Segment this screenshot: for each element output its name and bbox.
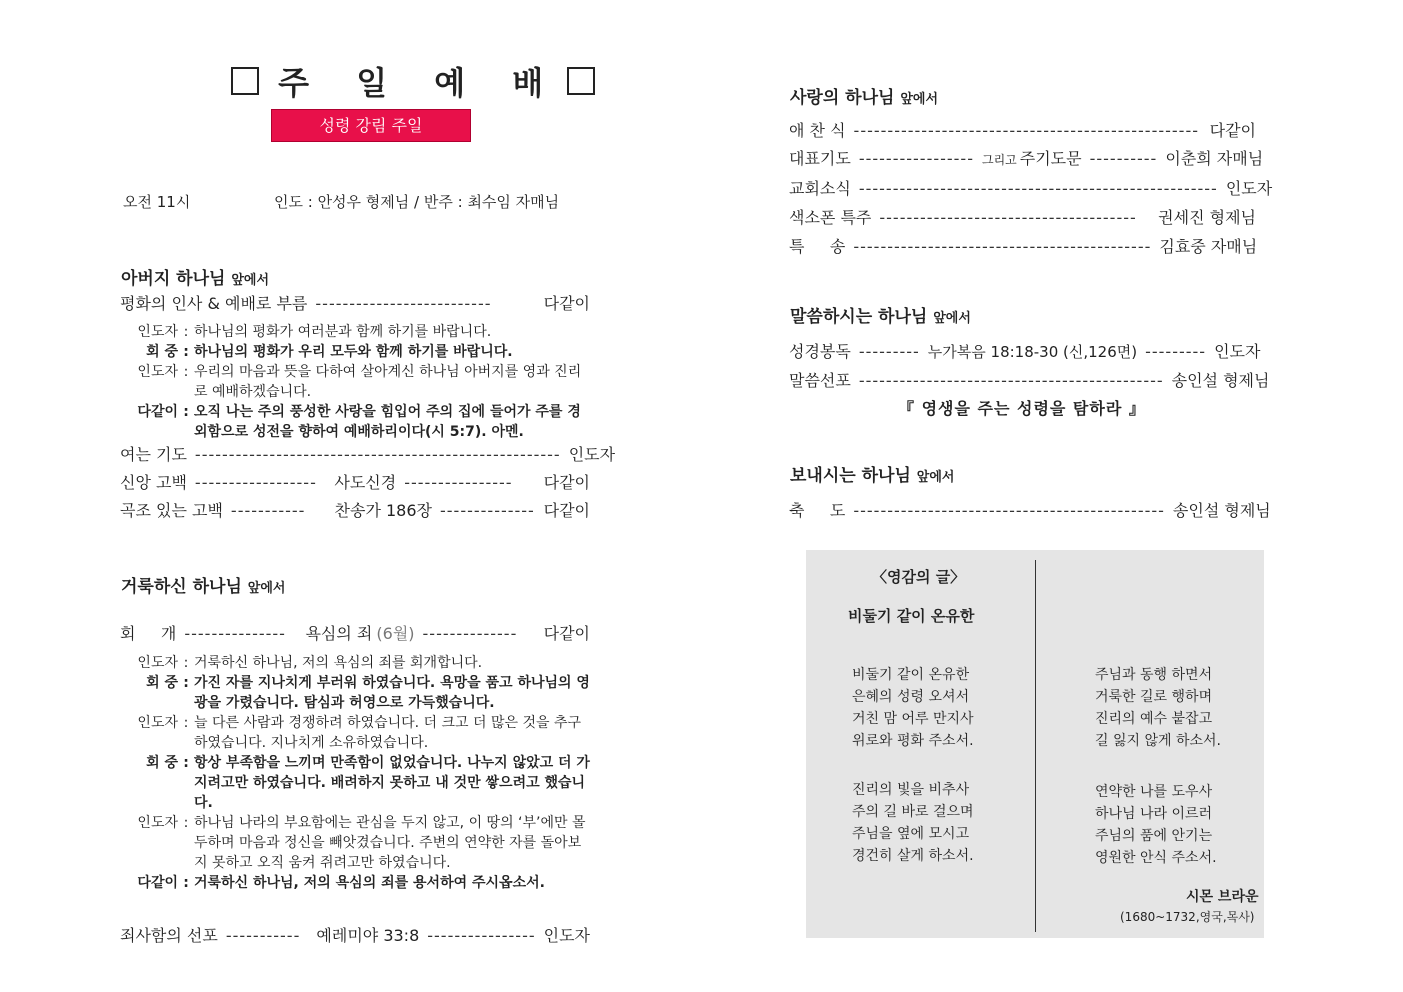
litany (120, 653, 590, 893)
order-leader: 송인설 형제님 (1171, 371, 1270, 390)
section-heading (121, 572, 285, 597)
litany-text: 하나님의 평화가 우리 모두와 함께 하기를 바랍니다. (194, 344, 513, 360)
section-title: 거룩하신 하나님 (121, 577, 242, 597)
service-time: 오전 11시 (123, 193, 191, 211)
section-title: 보내시는 하나님 (790, 466, 911, 486)
dash-leader: -------------------------- (315, 294, 492, 313)
dash-leader: ----------- (230, 501, 306, 520)
dash-leader: ---------------- (427, 926, 536, 945)
order-item: 누가복음 18:18-30 (신,126면) (927, 343, 1138, 361)
litany-speaker: 회 중 (146, 344, 178, 360)
section-title: 말씀하시는 하나님 (790, 307, 928, 327)
order-item: 찬송가 186장 (334, 501, 432, 520)
litany-line: 인도자 : 거룩하신 하나님, 저의 욕심의 죄를 회개합니다. (120, 653, 590, 673)
square-icon (567, 67, 595, 95)
order-row (120, 498, 590, 521)
litany-speaker: 회 중 (146, 755, 178, 771)
litany-speaker: 인도자 (137, 324, 178, 340)
order-row (789, 498, 1271, 521)
poem-line: 주님과 동행 하면서 (1095, 667, 1213, 683)
poem-line: 주님의 품에 안기는 (1095, 828, 1213, 844)
poem-line: 거룩한 길로 행하며 (1095, 689, 1213, 705)
order-label: 말씀선포 (789, 371, 851, 390)
section-title: 아버지 하나님 (121, 269, 226, 289)
poem-line: 거친 맘 어루 만지사 (852, 711, 974, 727)
dash-leader: ----------- (225, 926, 301, 945)
dash-leader: ---------------------------------------------- (853, 501, 1165, 520)
order-label: 대표기도 (789, 149, 851, 168)
order-item: 사도신경 (334, 473, 397, 492)
litany-text: 하나님의 평화가 여러분과 함께 하기를 바랍니다. (194, 324, 492, 340)
litany-line: 회 중 : 가진 자를 지나치게 부러워 하였습니다. 욕망을 품고 하나님의 영광을 가렸습니다. 탐심과 허영으로 가득했습니다. (120, 673, 590, 713)
order-row (789, 146, 1264, 169)
litany-speaker: 인도자 (137, 815, 178, 831)
dash-leader: ---------- (1089, 149, 1158, 168)
order-row (120, 291, 590, 314)
litany-text: 하나님 나라의 부요함에는 관심을 두지 않고, 이 땅의 ‘부’에만 몰두하며 마음과 정신을 빼앗겼습니다. 주변의 연약한 자를 돌아보지 못하고 오직 움켜 쥐려고만 하였습니다. (194, 815, 586, 871)
order-label: 애 찬 식 (789, 121, 846, 140)
section-suffix: 앞에서 (916, 470, 955, 485)
order-label: 축 도 (789, 501, 846, 520)
litany (120, 322, 590, 442)
dash-leader: -------------------------------------------- (853, 237, 1152, 256)
order-label: 평화의 인사 & 예배로 부름 (120, 294, 308, 313)
litany-speaker: 다같이 (137, 404, 178, 420)
litany-text: 항상 부족함을 느끼며 만족함이 없었습니다. 나누지 않았고 더 가지려고만 하였습니다. 배려하지 못하고 내 것만 쌓으려고 했습니다. (194, 755, 590, 811)
order-label: 색소폰 특주 (789, 208, 872, 227)
section-suffix: 앞에서 (933, 311, 971, 326)
poem-line: 길 잃지 않게 하소서. (1095, 733, 1221, 749)
order-leader: 송인설 형제님 (1172, 501, 1271, 520)
dash-leader: --------------------------------------------- (858, 371, 1164, 390)
poem-stanza (852, 664, 974, 752)
litany-speaker: 인도자 (137, 655, 178, 671)
litany-line: 인도자 : 하나님 나라의 부요함에는 관심을 두지 않고, 이 땅의 ‘부’에만 몰두하며 마음과 정신을 빼앗겼습니다. 주변의 연약한 자를 돌아보지 못하고 오직 움켜 쥐려고만 하였습니다. (120, 813, 590, 873)
order-row (789, 176, 1273, 199)
dash-leader: -------------------------------------- (879, 208, 1137, 227)
order-leader: 김효중 자매님 (1159, 237, 1258, 256)
order-note: (6월) (376, 624, 415, 643)
section-heading (121, 264, 269, 289)
order-row (789, 234, 1256, 257)
order-row (789, 205, 1256, 228)
section-heading (790, 461, 954, 486)
section-heading (790, 302, 971, 327)
litany-text: 늘 다른 사람과 경쟁하려 하였습니다. 더 크고 더 많은 것을 추구하였습니다. 지나치게 소유하였습니다. (194, 715, 582, 751)
litany-line: 인도자 : 우리의 마음과 뜻을 다하여 살아계신 하나님 아버지를 영과 진리로 예배하겠습니다. (120, 362, 590, 402)
order-leader: 다같이 (1209, 121, 1256, 140)
litany-line: 다같이 : 거룩하신 하나님, 저의 욕심의 죄를 용서하여 주시옵소서. (120, 873, 590, 893)
dash-leader: --------- (858, 342, 920, 361)
order-connector: 그리고 (981, 153, 1017, 167)
order-leader: 이춘희 자매님 (1165, 149, 1264, 168)
order-label: 신앙 고백 (120, 473, 187, 492)
litany-text: 오직 나는 주의 풍성한 사랑을 힘입어 주의 집에 들어가 주를 경외함으로 성전을 향하여 예배하리이다(시 5:7). 아멘. (194, 404, 581, 440)
poem-line: 연약한 나를 도우사 (1095, 784, 1213, 800)
title-text: 주 일 예 배 (278, 64, 562, 102)
order-leader: 다같이 (543, 624, 591, 643)
sermon-title: 『 영생을 주는 성령을 탐하라 』 (898, 399, 1146, 418)
poem-stanza (1095, 781, 1217, 869)
square-icon (231, 67, 259, 95)
litany-speaker: 회 중 (146, 675, 178, 691)
dash-leader: ------------------ (194, 473, 317, 492)
dash-leader: ---------------- (404, 473, 513, 492)
dash-leader: ----------------- (858, 149, 974, 168)
poem-line: 은혜의 성령 오셔서 (852, 689, 970, 705)
divider (1035, 560, 1036, 932)
dash-leader: -------------- (422, 624, 518, 643)
order-label: 특 송 (789, 237, 846, 256)
order-row (120, 442, 616, 465)
order-leader: 다같이 (543, 294, 590, 313)
order-row (789, 118, 1256, 141)
service-leaders: 인도 : 안성우 형제님 / 반주 : 최수임 자매님 (274, 193, 560, 211)
order-label: 여는 기도 (120, 445, 187, 464)
poem-line: 비둘기 같이 온유한 (852, 667, 970, 683)
section-suffix: 앞에서 (231, 273, 270, 288)
litany-line: 회 중 : 하나님의 평화가 우리 모두와 함께 하기를 바랍니다. (120, 342, 590, 362)
order-leader: 인도자 (568, 445, 616, 464)
order-leader: 인도자 (1225, 179, 1273, 198)
poem-line: 주님을 옆에 모시고 (852, 826, 970, 842)
dash-leader: --------------- (184, 624, 286, 643)
order-row (789, 368, 1270, 391)
poem-line: 진리의 예수 붙잡고 (1095, 711, 1213, 727)
litany-speaker: 인도자 (137, 715, 178, 731)
page-title (225, 58, 601, 104)
order-leader: 인도자 (1214, 342, 1261, 361)
poem-line: 경건히 살게 하소서. (852, 848, 974, 864)
poem-line: 영원한 안식 주소서. (1095, 850, 1217, 866)
order-row (120, 470, 590, 493)
litany-speaker: 인도자 (137, 364, 178, 380)
order-label: 회 개 (120, 624, 177, 643)
litany-line: 회 중 : 항상 부족함을 느끼며 만족함이 없었습니다. 나누지 않았고 더 가지려고만 하였습니다. 배려하지 못하고 내 것만 쌓으려고 했습니다. (120, 753, 590, 813)
order-leader: 다같이 (543, 501, 590, 520)
poem-stanza (852, 779, 974, 867)
poem-heading: 〈영감의 글〉 (872, 568, 966, 586)
dash-leader: --------------------------------------------------- (853, 121, 1199, 140)
order-row (789, 339, 1261, 362)
litany-line: 다같이 : 오직 나는 주의 풍성한 사랑을 힘입어 주의 집에 들어가 주를 경외함으로 성전을 향하여 예배하리이다(시 5:7). 아멘. (120, 402, 590, 442)
order-leader: 인도자 (543, 926, 590, 945)
poem-title: 비둘기 같이 온유한 (848, 607, 975, 625)
litany-text: 가진 자를 지나치게 부러워 하였습니다. 욕망을 품고 하나님의 영광을 가렸습니다. 탐심과 허영으로 가득했습니다. (194, 675, 590, 711)
order-row (120, 923, 590, 946)
litany-text: 거룩하신 하나님, 저의 욕심의 죄를 용서하여 주시옵소서. (194, 875, 545, 891)
poem-line: 위로와 평화 주소서. (852, 733, 974, 749)
litany-line: 인도자 : 늘 다른 사람과 경쟁하려 하였습니다. 더 크고 더 많은 것을 추구하였습니다. 지나치게 소유하였습니다. (120, 713, 590, 753)
order-item: 예레미야 33:8 (316, 926, 420, 945)
dash-leader: ----------------------------------------------------- (858, 179, 1218, 198)
litany-line: 인도자 : 하나님의 평화가 여러분과 함께 하기를 바랍니다. (120, 322, 590, 342)
order-label: 성경봉독 (789, 342, 851, 361)
dash-leader: -------------- (440, 501, 535, 520)
subtitle-badge: 성령 강림 주일 (271, 109, 471, 142)
order-item: 주기도문 (1019, 149, 1082, 168)
order-item: 욕심의 죄 (305, 624, 373, 643)
litany-speaker: 다같이 (137, 875, 178, 891)
dash-leader: ------------------------------------------------------ (194, 445, 561, 464)
section-suffix: 앞에서 (247, 581, 286, 596)
poem-author: 시몬 브라운 (1186, 889, 1259, 905)
litany-text: 거룩하신 하나님, 저의 욕심의 죄를 회개합니다. (194, 655, 483, 671)
order-row (120, 621, 590, 644)
poem-stanza (1095, 664, 1221, 752)
order-leader: 권세진 형제님 (1158, 208, 1256, 227)
poem-author-note: (1680~1732,영국,목사) (1120, 910, 1255, 924)
order-label: 교회소식 (789, 179, 851, 198)
dash-leader: --------- (1145, 342, 1207, 361)
poem-line: 하나님 나라 이르러 (1095, 806, 1213, 822)
poem-line: 주의 길 바로 걸으며 (852, 804, 974, 820)
order-label: 곡조 있는 고백 (120, 501, 223, 520)
poem-line: 진리의 빛을 비추사 (852, 782, 970, 798)
section-suffix: 앞에서 (900, 92, 939, 107)
section-title: 사랑의 하나님 (790, 88, 895, 108)
order-label: 죄사함의 선포 (120, 926, 218, 945)
section-heading (790, 83, 938, 108)
order-leader: 다같이 (543, 473, 590, 492)
litany-text: 우리의 마음과 뜻을 다하여 살아계신 하나님 아버지를 영과 진리로 예배하겠습니다. (194, 364, 582, 400)
